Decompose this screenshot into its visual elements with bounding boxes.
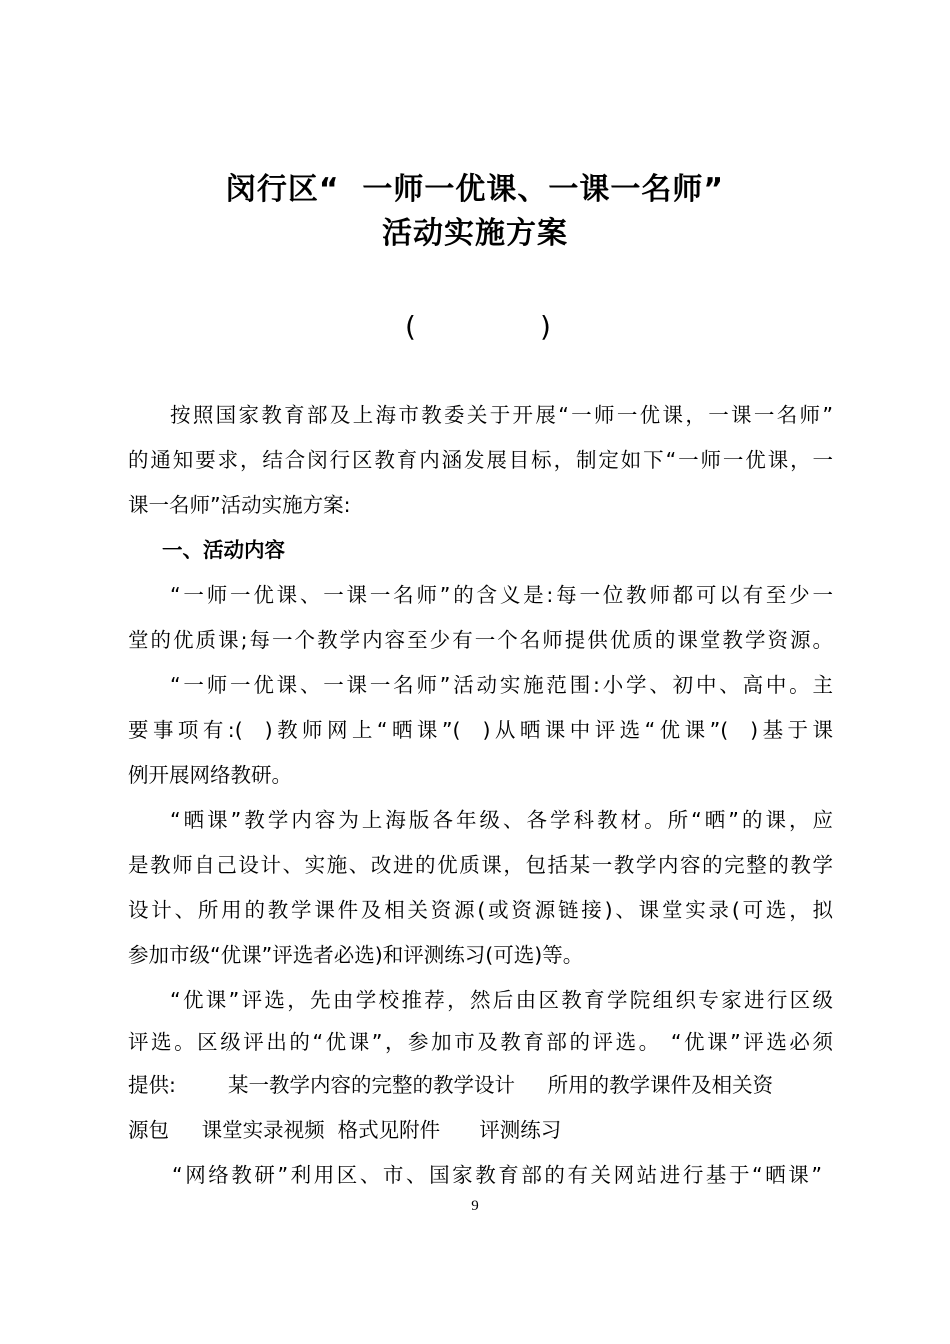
body-line: 例开展网络教研。 xyxy=(128,763,292,787)
document-title-line1: 闵行区“ 一师一优课、一课一名师” xyxy=(225,172,725,207)
body-line: 源包 课堂实录视频 格式见附件 评测练习 xyxy=(128,1118,562,1142)
section-heading: 一、活动内容 xyxy=(162,538,285,562)
body-line: 的通知要求，结合闵行区教育内涵发展目标，制定如下“一师一优课，一 xyxy=(128,448,833,472)
body-line: 堂的优质课;每一个教学内容至少有一个名师提供优质的课堂教学资源。 xyxy=(128,628,833,652)
body-line: 设计、所用的教学课件及相关资源(或资源链接)、课堂实录(可选，拟 xyxy=(128,898,833,922)
subtitle-close-paren: ) xyxy=(540,310,551,343)
body-line: “网络教研”利用区、市、国家教育部的有关网站进行基于“晒课” xyxy=(172,1163,822,1187)
subtitle-open-paren: ( xyxy=(405,310,416,343)
page-number: 9 xyxy=(471,1198,479,1214)
body-line: 是教师自己设计、实施、改进的优质课，包括某一教学内容的完整的教学 xyxy=(128,853,833,877)
body-line: 提供: 某一教学内容的完整的教学设计 所用的教学课件及相关资 xyxy=(128,1073,774,1097)
document-title-line2: 活动实施方案 xyxy=(382,216,568,251)
body-line: “优课”评选，先由学校推荐，然后由区教育学院组织专家进行区级 xyxy=(170,988,833,1012)
body-line: 参加市级“优课”评选者必选)和评测练习(可选)等。 xyxy=(128,943,584,967)
body-line: 评选。区级评出的“优课”，参加市及教育部的评选。 “优课”评选必须 xyxy=(128,1030,833,1054)
body-line: “一师一优课、一课一名师”活动实施范围:小学、初中、高中。主 xyxy=(170,673,833,697)
body-line: 按照国家教育部及上海市教委关于开展“一师一优课，一课一名师” xyxy=(170,403,833,427)
body-line: 要事项有:( )教师网上“晒课”( )从晒课中评选“优课”( )基于课 xyxy=(128,718,833,742)
body-line: “晒课”教学内容为上海版各年级、各学科教材。所“晒”的课，应 xyxy=(170,808,833,832)
body-line: “一师一优课、一课一名师”的含义是:每一位教师都可以有至少一 xyxy=(170,583,833,607)
body-line: 课一名师”活动实施方案: xyxy=(128,493,351,517)
